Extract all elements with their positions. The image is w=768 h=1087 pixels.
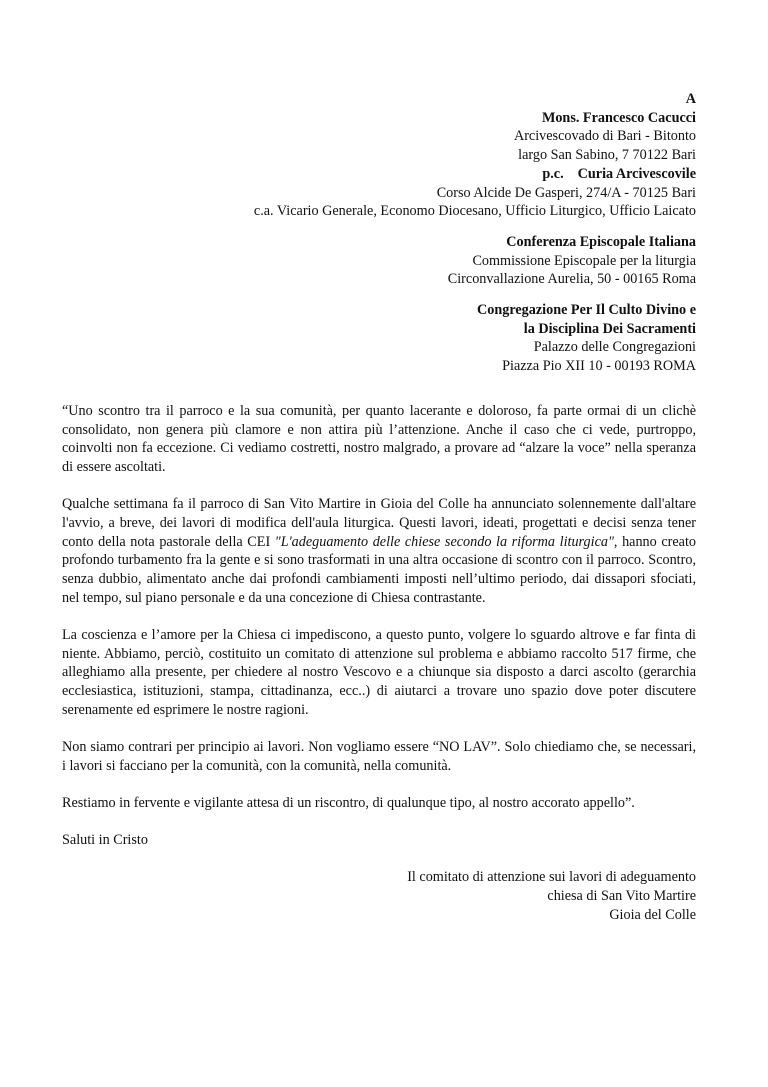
congregation-name-line2: la Disciplina Dei Sacramenti [523,320,696,337]
cc-recipient-name: Curia Arcivescovile [577,165,696,182]
congregation-building: Palazzo delle Congregazioni [533,339,696,356]
to-label: A [685,91,696,107]
paragraph-5: Restiamo in fervente e vigilante attesa di un riscontro, di qualunque tipo, al nostro accorato appello”. [62,794,635,811]
primary-recipient-org: Arcivescovado di Bari - Bitonto [513,128,696,145]
congregation-name-line1: Congregazione Per Il Culto Divino e [477,302,696,319]
cc-label: p.c. [542,165,564,182]
paragraph-3: La coscienza e l’amore per la Chiesa ci impediscono, a questo punto, volgere lo sguardo altrove e far finta di niente. Abbiamo, perciò, costituito un comitato di attenzione sul problema e abbiamo raccolto 517 firme, che alleghiamo alla presente, per chiedere al nostro Vescovo e a chiunque sia disposto a darci ascolto (gerarchia ecclesiastica, istituzioni, stampa, cittadinanza, ecc..) di aiutarci a trovare uno spazio dove poter discutere serenamente ed esprimere le nostre ragioni. [62,626,696,718]
letter-body [62,402,696,850]
letter-page [62,90,696,924]
paragraph-2 [62,495,696,607]
cc-recipient-address: Corso Alcide De Gasperi, 274/A - 70125 Bari [436,184,696,201]
salutation: Saluti in Cristo [62,832,148,848]
recipient-block [62,90,696,376]
paragraph-4: Non siamo contrari per principio ai lavori. Non vogliamo essere “NO LAV”. Solo chiediamo che, se necessari, i lavori si facciano per la comunità, con la comunità, nella comunità. [62,738,696,774]
primary-recipient-name: Mons. Francesco Cacucci [541,109,696,126]
cc-line [62,165,696,184]
cei-note-title: "L'adeguamento delle chiese secondo la riforma liturgica" [274,533,614,550]
paragraph-2-intro: Qualche settimana fa il parroco di San Vito Martire in Gioia del Colle ha annunciato solennemente dall'altare l'avvio, a breve, dei lavori di modifica dell'aula liturgica. Questi lavori, ideati, progettati e decisi senza tener conto della nota pastorale della CEI [62,496,696,550]
paragraph-1: “Uno scontro tra il parroco e la sua comunità, per quanto lacerante e doloroso, fa parte ormai di un clichè consolidato, non genera più clamore e non attira più l’attenzione. Anche il caso che ci vede, purtroppo, coinvolti non fa eccezione. Ci vediamo costretti, nostro malgrado, a provare ad “alzare la voce” nella speranza di essere ascoltati. [62,402,696,475]
signature-line-1: Il comitato di attenzione sui lavori di adeguamento [407,869,696,886]
cei-name: Conferenza Episcopale Italiana [506,233,696,250]
signature-line-2: chiesa di San Vito Martire [547,887,696,904]
paragraph-2-rest: , hanno creato profondo turbamento fra la gente e si sono trasformati in una altra occasione di scontro con il parroco. Scontro, senza dubbio, alimentato anche dai profondi cambiamenti imposti nell’ultimo periodo, dai dissapori sfociati, nel tempo, sul piano personale e da una concezione di Chiesa contrastante. [62,533,696,606]
primary-recipient-address: largo San Sabino, 7 70122 Bari [518,147,696,164]
signature-block [62,868,696,924]
cc-attention: c.a. Vicario Generale, Economo Diocesano, Ufficio Liturgico, Ufficio Laicato [253,203,696,220]
signature-line-3: Gioia del Colle [609,906,696,923]
cei-dept: Commissione Episcopale per la liturgia [472,252,696,269]
congregation-address: Piazza Pio XII 10 - 00193 ROMA [502,358,696,375]
cei-address: Circonvallazione Aurelia, 50 - 00165 Roma [447,271,696,288]
